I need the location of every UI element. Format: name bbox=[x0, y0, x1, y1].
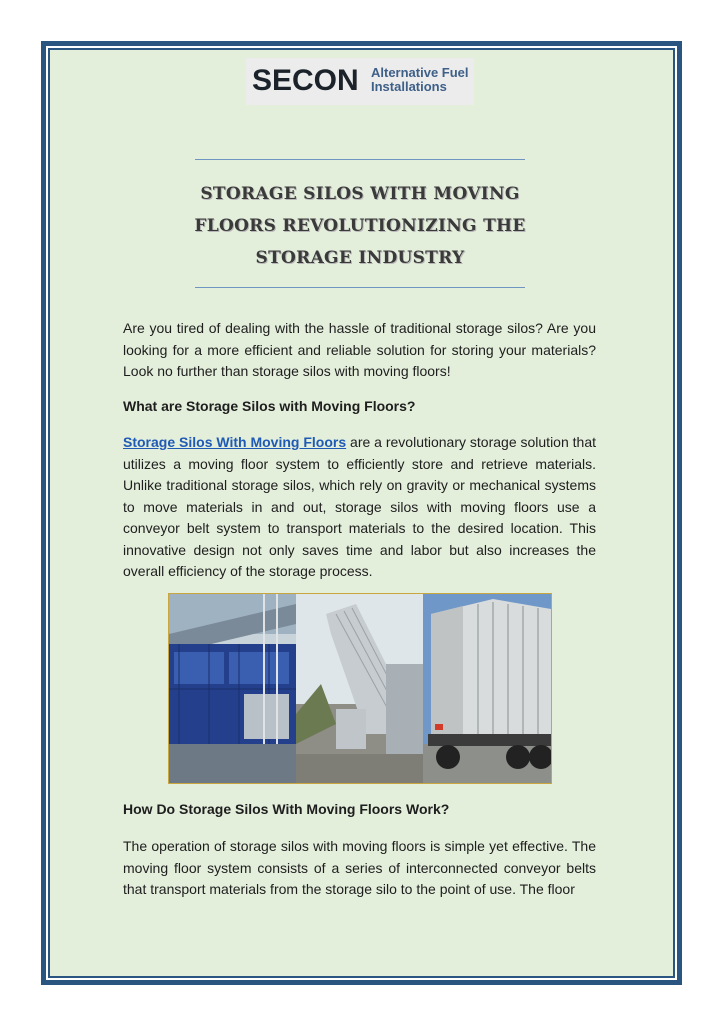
logo-tagline bbox=[371, 66, 469, 94]
silo-photo-collage bbox=[168, 593, 552, 784]
secon-logo bbox=[246, 58, 474, 105]
logo-brand: SECON bbox=[252, 64, 359, 97]
title-rule-top bbox=[195, 159, 525, 160]
logo-tagline-line2: Installations bbox=[371, 79, 447, 94]
document-title bbox=[150, 178, 570, 274]
title-line-2: FLOORS REVOLUTIONIZING THE bbox=[194, 216, 526, 236]
photo-moving-floor-truck bbox=[423, 594, 551, 783]
title-line-3: STORAGE INDUSTRY bbox=[255, 248, 465, 268]
storage-silos-link[interactable]: Storage Silos With Moving Floors bbox=[123, 434, 347, 450]
section2-heading: How Do Storage Silos With Moving Floors Work? bbox=[123, 801, 450, 817]
section2-paragraph: The operation of storage silos with moving floors is simple yet effective. The moving floor system consists of a series of interconnected conveyor belts that transport materials from the storage silo to the point of use. The floor bbox=[123, 838, 596, 897]
photo-blue-silo-structure bbox=[169, 594, 296, 783]
section1-paragraph bbox=[123, 432, 596, 583]
section1-heading: What are Storage Silos with Moving Floors? bbox=[123, 398, 416, 414]
photo-inclined-conveyor bbox=[296, 594, 423, 783]
intro-paragraph: Are you tired of dealing with the hassle of traditional storage silos? Are you looking for a more efficient and reliable solution for storing your materials? Look no further than storage silos with moving floors! bbox=[123, 320, 596, 379]
title-rule-bottom bbox=[195, 287, 525, 288]
title-line-1: STORAGE SILOS WITH MOVING bbox=[200, 184, 520, 204]
logo-tagline-line1: Alternative Fuel bbox=[371, 65, 469, 80]
section1-body: are a revolutionary storage solution that utilizes a moving floor system to efficiently store and retrieve materials. Unlike traditional storage silos, which rely on gravity or mechanical systems to move materials in and out, storage silos with moving floors use a conveyor belt system to transport materials to the desired location. This innovative design not only saves time and labor but also increases the overall efficiency of the storage process. bbox=[123, 434, 596, 579]
